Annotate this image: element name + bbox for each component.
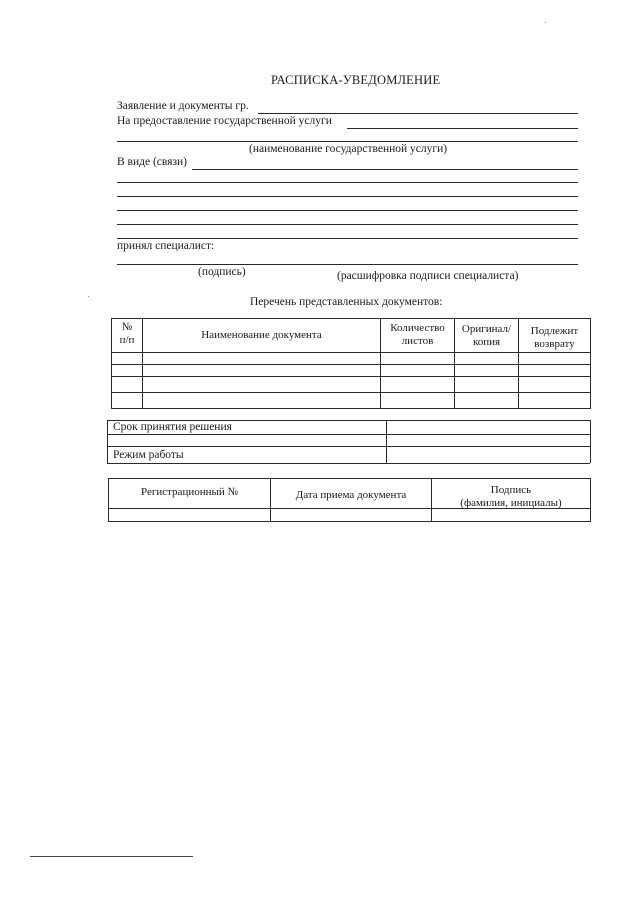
- signature-decoding-caption: (расшифровка подписи специалиста): [337, 270, 519, 282]
- header-date-received: Дата приема документа: [295, 489, 407, 501]
- application-fill-line: [258, 113, 578, 114]
- header-orig-line2: копия: [472, 335, 501, 348]
- table-border: [111, 408, 591, 409]
- table-row-line: [107, 446, 590, 447]
- header-return-line2: возврату: [534, 337, 575, 350]
- header-reg-number: Регистрационный №: [140, 486, 239, 498]
- footnote-separator: [30, 856, 193, 857]
- decision-term-label: Срок принятия решения: [113, 421, 232, 433]
- header-return: [519, 325, 590, 350]
- table-row-line: [111, 392, 591, 393]
- table-col-line: [386, 420, 387, 463]
- blank-line: [117, 224, 578, 225]
- accepted-label: принял специалист:: [117, 240, 215, 252]
- table-border: [107, 420, 108, 463]
- table-border: [590, 420, 591, 463]
- table-border: [107, 463, 590, 464]
- list-heading: Перечень представленных документов:: [250, 296, 443, 308]
- application-label: Заявление и документы гр.: [117, 100, 249, 112]
- scan-speck: [545, 22, 546, 23]
- table-border: [108, 478, 591, 479]
- header-original-copy: [455, 323, 518, 348]
- form-fill-line: [192, 169, 578, 170]
- blank-line: [117, 238, 578, 239]
- document-title: РАСПИСКА-УВЕДОМЛЕНИЕ: [271, 73, 441, 87]
- form-label: В виде (связи): [117, 156, 187, 168]
- table-border: [111, 318, 591, 319]
- table-border: [590, 318, 591, 408]
- table-border: [590, 478, 591, 521]
- header-signature-line1: Подпись: [490, 484, 532, 496]
- header-signature: [432, 484, 590, 509]
- header-num-line1: №: [121, 321, 133, 333]
- service-fill-line: [347, 128, 578, 129]
- signature-fill-line: [117, 264, 578, 265]
- work-mode-label: Режим работы: [113, 449, 184, 461]
- table-row-line: [111, 364, 591, 365]
- blank-line: [117, 182, 578, 183]
- signature-caption: (подпись): [198, 266, 246, 278]
- table-border: [108, 521, 591, 522]
- scan-speck: [88, 296, 89, 297]
- table-row-line: [107, 434, 590, 435]
- header-orig-line1: Оригинал/: [461, 323, 512, 335]
- table-header-bottom: [111, 352, 591, 353]
- service-name-fill-line: [117, 141, 578, 142]
- service-name-caption: (наименование государственной услуги): [249, 143, 448, 155]
- service-label: На предоставление государственной услуги: [117, 115, 332, 127]
- header-signature-line2: (фамилия, инициалы): [460, 496, 562, 509]
- header-document-name: Наименование документа: [201, 329, 322, 341]
- header-count-line2: листов: [401, 334, 434, 347]
- table-border: [108, 478, 109, 521]
- table-row-line: [111, 376, 591, 377]
- blank-line: [117, 210, 578, 211]
- header-sheet-count: [381, 322, 454, 347]
- header-num-line2: п/п: [119, 333, 135, 346]
- header-count-line1: Количество: [390, 322, 445, 334]
- header-num: [112, 321, 142, 346]
- header-return-line1: Подлежит: [530, 325, 579, 337]
- blank-line: [117, 196, 578, 197]
